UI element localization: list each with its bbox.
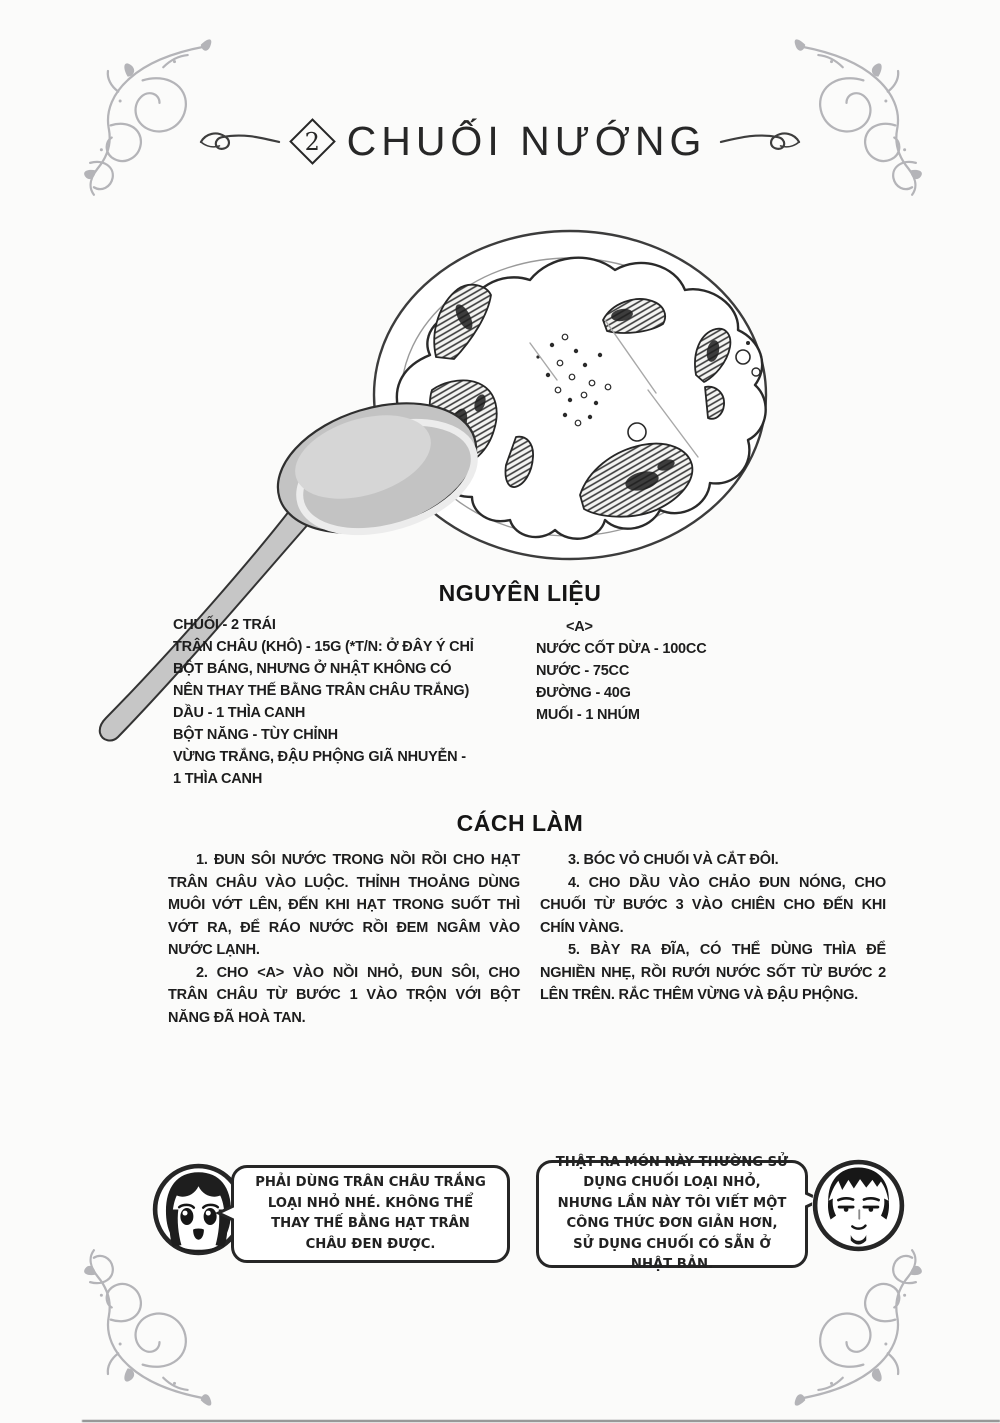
method-step: 4. CHO DẦU VÀO CHẢO ĐUN NÓNG, CHO CHUỐI TỪ BƯỚC 3 VÀO CHIÊN CHO ĐẾN KHI CHÍN VÀNG.	[540, 874, 886, 936]
ingredients-list-left	[173, 614, 475, 790]
ingredients-heading: NGUYÊN LIỆU	[438, 580, 602, 606]
ingredient-item: ĐƯỜNG - 40G	[536, 685, 631, 701]
note-bubble-right	[536, 1154, 808, 1272]
method-step: 5. BÀY RA ĐĨA, CÓ THỂ DÙNG THÌA ĐỂ NGHIỀN NHẸ, RỒI RƯỚI NƯỚC SỐT TỪ BƯỚC 2 LÊN TRÊN. RẮC THÊM VỪNG VÀ ĐẬU PHỘNG.	[540, 942, 886, 1003]
page-title: CHUỐI NƯỚNG	[346, 117, 707, 164]
title-flourish-left-icon	[198, 128, 282, 154]
ingredient-item: TRÂN CHÂU (KHÔ) - 15G (*T/N: Ở ĐÂY Ý CHỈ BỘT BÁNG, NHƯNG Ở NHẬT KHÔNG CÓ NÊN THAY THẾ BẰNG TRÂN CHÂU TRẮNG)	[173, 639, 474, 699]
recipe-title-row	[0, 112, 1000, 170]
man-face-icon	[812, 1159, 905, 1252]
method-steps-right	[540, 849, 886, 1007]
recipe-number-diamond	[289, 118, 336, 165]
recipe-number: 2	[304, 127, 320, 155]
ingredient-group-label: <A>	[566, 619, 593, 635]
method-step: 1. ĐUN SÔI NƯỚC TRONG NỒI RỒI CHO HẠT TRÂN CHÂU VÀO LUỘC. THỈNH THOẢNG DÙNG MUÔI VỚT LÊN, ĐẾN KHI HẠT TRONG SUỐT THÌ VỚT RA, ĐỂ RÁO NƯỚC RỒI ĐEM NGÂM VÀO NƯỚC LẠNH.	[168, 852, 520, 958]
ingredient-item: NƯỚC CỐT DỪA - 100CC	[536, 641, 707, 657]
title-flourish-right-icon	[718, 128, 802, 154]
man-avatar	[812, 1159, 905, 1252]
ingredient-item: VỪNG TRẮNG, ĐẬU PHỘNG GIÃ NHUYỄN - 1 THÌA CANH	[173, 749, 466, 787]
ingredient-item: MUỐI - 1 NHÚM	[536, 707, 640, 723]
scan-artifact-line	[82, 1420, 1000, 1422]
ingredient-item: DẦU - 1 THÌA CANH	[173, 705, 306, 721]
corner-flourish-bottom-left	[62, 1241, 212, 1417]
ingredient-item: BỘT NĂNG - TÙY CHỈNH	[173, 727, 338, 743]
note-bubble-left	[231, 1165, 510, 1263]
method-step: 3. BÓC VỎ CHUỐI VÀ CẮT ĐÔI.	[568, 852, 779, 868]
corner-flourish-bottom-right	[794, 1241, 944, 1417]
ingredient-item: NƯỚC - 75CC	[536, 663, 630, 679]
note-text: PHẢI DÙNG TRÂN CHÂU TRẮNG LOẠI NHỎ NHÉ. KHÔNG THỂ THAY THẾ BẰNG HẠT TRÂN CHÂU ĐEN ĐƯỢC.	[255, 1175, 486, 1252]
method-step: 2. CHO <A> VÀO NỒI NHỎ, ĐUN SÔI, CHO TRÂN CHÂU TỪ BƯỚC 1 VÀO TRỘN VỚI BỘT NĂNG ĐÃ HOÀ TAN.	[168, 964, 520, 1026]
method-heading: CÁCH LÀM	[456, 810, 584, 836]
method-steps-left	[168, 849, 520, 1029]
ingredients-list-group-a	[536, 616, 771, 726]
ingredient-item: CHUỐI - 2 TRÁI	[173, 617, 276, 633]
note-text: THẬT RA MÓN NÀY THƯỜNG SỬ DỤNG CHUỐI LOẠI NHỎ, NHƯNG LẦN NÀY TÔI VIẾT MỘT CÔNG THỨC ĐƠN GIẢN HƠN, SỬ DỤNG CHUỐI CÓ SẴN Ở NHẬT BẢN.	[555, 1154, 789, 1272]
